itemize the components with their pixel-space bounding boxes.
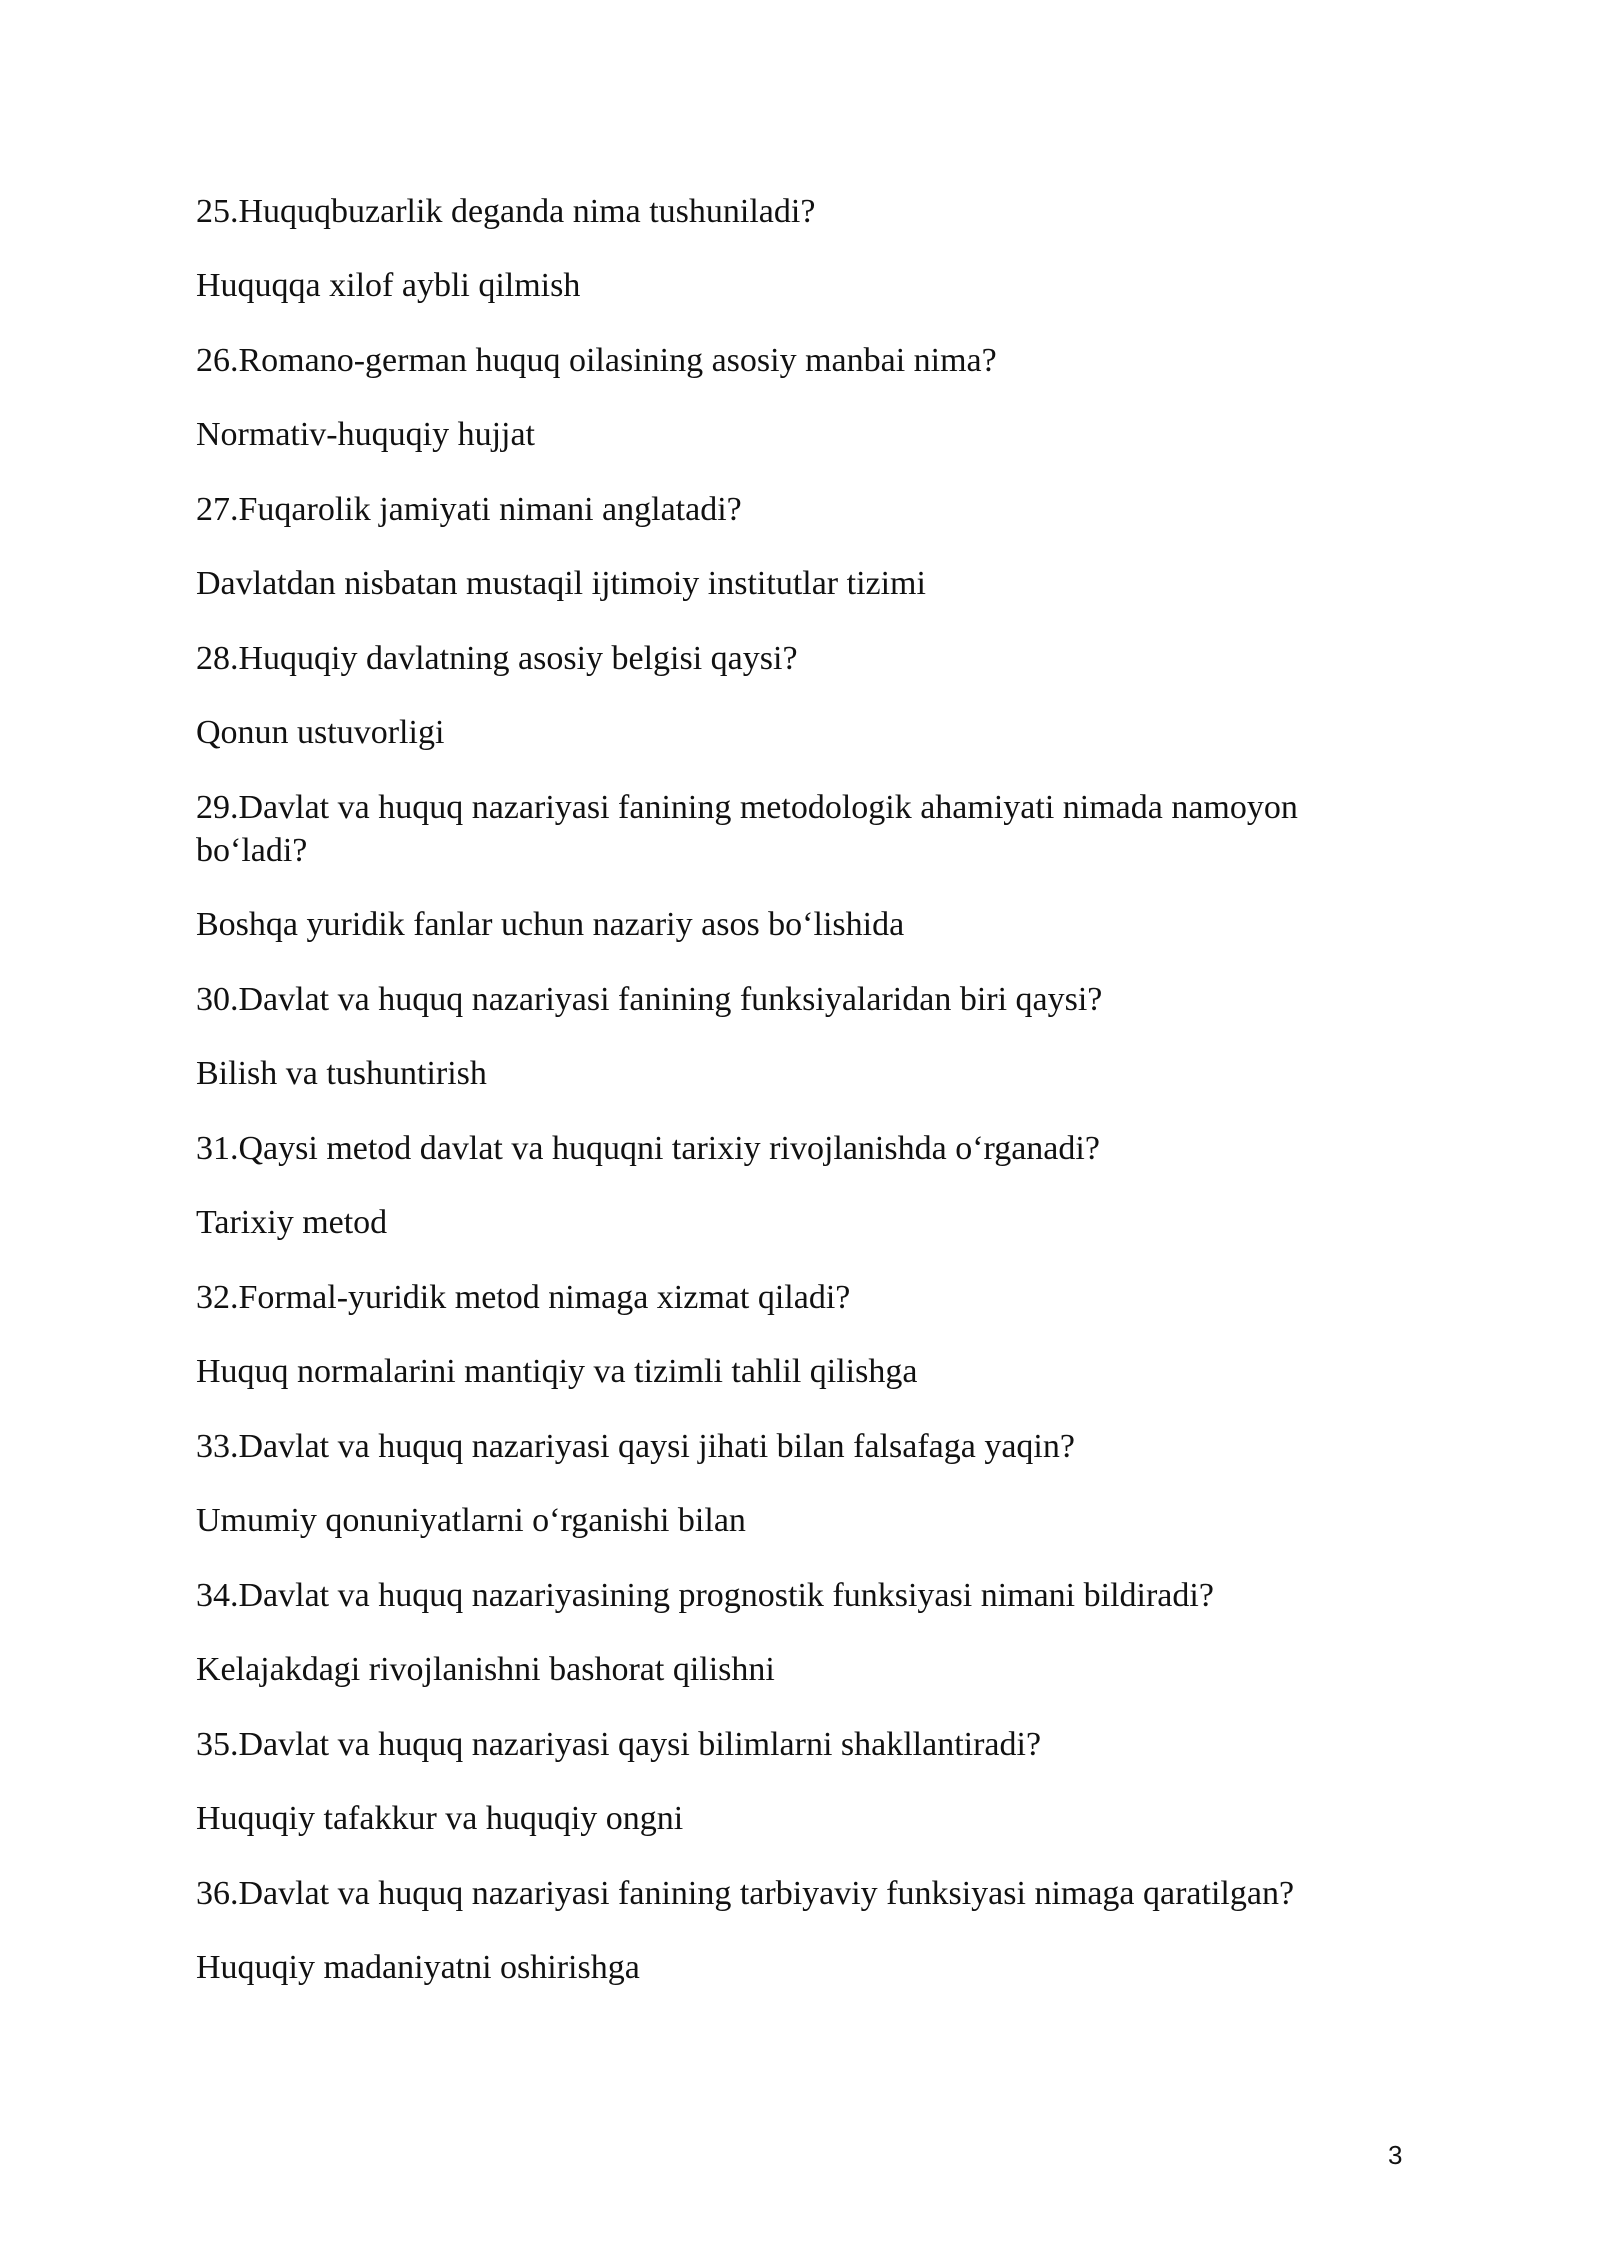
answer-text: Normativ-huquqiy hujjat (196, 416, 536, 453)
qa-item (196, 1574, 1396, 1691)
qa-item (196, 637, 1396, 754)
answer-text: Boshqa yuridik fanlar uchun nazariy asos bo‘lishida (196, 906, 905, 943)
answer-text: Umumiy qonuniyatlarni o‘rganishi bilan (196, 1502, 746, 1539)
qa-item (196, 1425, 1396, 1542)
question-text: 33.Davlat va huquq nazariyasi qaysi jihati bilan falsafaga yaqin? (196, 1428, 1075, 1465)
question-text: 30.Davlat va huquq nazariyasi fanining funksiyalaridan biri qaysi? (196, 981, 1103, 1018)
question-text: 26.Romano-german huquq oilasining asosiy manbai nima? (196, 342, 997, 379)
qa-item (196, 1276, 1396, 1393)
answer-text: Huquqiy tafakkur va huquqiy ongni (196, 1800, 684, 1837)
answer-text: Huquqqa xilof aybli qilmish (196, 267, 581, 304)
question-text: 27.Fuqarolik jamiyati nimani anglatadi? (196, 491, 742, 528)
answer-text: Huquq normalarini mantiqiy va tizimli tahlil qilishga (196, 1353, 918, 1390)
qa-item (196, 786, 1396, 946)
qa-item (196, 339, 1396, 456)
question-text: 35.Davlat va huquq nazariyasi qaysi bilimlarni shakllantiradi? (196, 1726, 1042, 1763)
qa-item (196, 1723, 1396, 1840)
answer-text: Qonun ustuvorligi (196, 714, 445, 751)
qa-item (196, 978, 1396, 1095)
question-text: 36.Davlat va huquq nazariyasi fanining tarbiyaviy funksiyasi nimaga qaratilgan? (196, 1875, 1295, 1912)
qa-item (196, 190, 1396, 307)
question-text: 31.Qaysi metod davlat va huquqni tarixiy rivojlanishda o‘rganadi? (196, 1130, 1100, 1167)
page-number: 3 (1388, 2140, 1403, 2170)
question-text: 25.Huquqbuzarlik deganda nima tushuniladi? (196, 193, 816, 230)
answer-text: Huquqiy madaniyatni oshirishga (196, 1949, 640, 1986)
question-text: 28.Huquqiy davlatning asosiy belgisi qaysi? (196, 640, 798, 677)
answer-text: Tarixiy metod (196, 1204, 388, 1241)
qa-item (196, 1872, 1396, 1989)
qa-item (196, 1127, 1396, 1244)
answer-text: Davlatdan nisbatan mustaqil ijtimoiy institutlar tizimi (196, 565, 926, 602)
question-text: 29.Davlat va huquq nazariyasi fanining metodologik ahamiyati nimada namoyon bo‘ladi? (196, 789, 1298, 869)
answer-text: Bilish va tushuntirish (196, 1055, 487, 1092)
question-text: 34.Davlat va huquq nazariyasining prognostik funksiyasi nimani bildiradi? (196, 1577, 1214, 1614)
question-text: 32.Formal-yuridik metod nimaga xizmat qiladi? (196, 1279, 851, 1316)
qa-list (196, 190, 1396, 2021)
qa-item (196, 488, 1396, 605)
answer-text: Kelajakdagi rivojlanishni bashorat qilishni (196, 1651, 775, 1688)
